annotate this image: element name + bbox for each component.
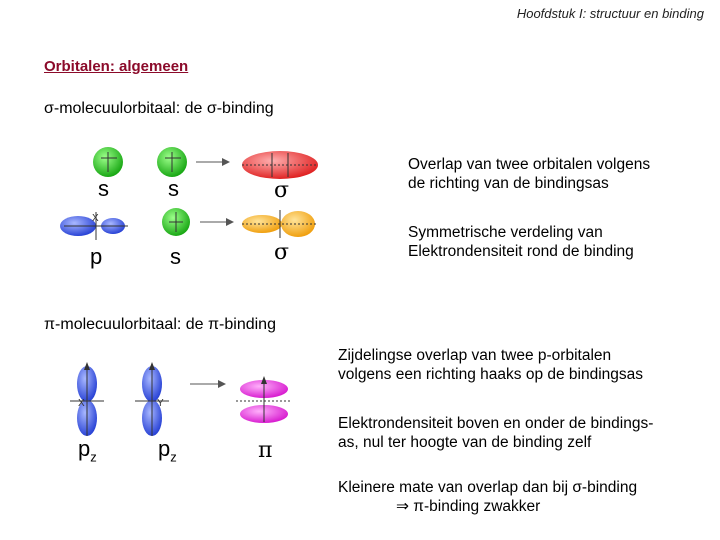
label-pz-1 xyxy=(78,436,97,464)
s-orbital-3 xyxy=(162,208,190,236)
pi-heading: π-molecuulorbitaal: de π-binding xyxy=(44,316,276,333)
sigma-desc-2-line-2: Elektrondensiteit rond de binding xyxy=(408,243,634,260)
label-pz-1-main: p xyxy=(78,436,91,461)
sigma-desc-1 xyxy=(408,155,650,193)
section-title: Orbitalen: algemeen xyxy=(44,58,189,75)
pi-conclusion xyxy=(338,478,637,516)
pi-desc-1 xyxy=(338,346,643,384)
sigma-heading: σ-molecuulorbitaal: de σ-binding xyxy=(44,100,274,117)
s-orbital-2 xyxy=(157,147,187,177)
label-pz-2-sub: z xyxy=(170,449,177,465)
pi-axis-x-label: X xyxy=(78,398,85,409)
pi-desc-1-line-2: volgens een richting haaks op de bindingsas xyxy=(338,366,644,383)
sigma-desc-2 xyxy=(408,223,634,261)
label-sigma-1: σ xyxy=(274,178,290,203)
label-pz-2 xyxy=(158,436,177,464)
label-s-3: s xyxy=(170,244,181,269)
axis-x-label-row2: X xyxy=(92,213,99,224)
pz-orbital-2 xyxy=(135,362,169,436)
s-orbital-1 xyxy=(93,147,123,177)
reaction-arrow-1 xyxy=(196,158,230,166)
label-sigma-2: σ xyxy=(274,240,290,265)
sigma-desc-1-line-2: de richting van de bindingsas xyxy=(408,175,609,192)
label-pz-1-sub: z xyxy=(90,449,97,465)
pi-desc-1-line-1: Zijdelingse overlap van twee p-orbitalen xyxy=(338,347,612,364)
sigma-desc-1-line-1: Overlap van twee orbitalen volgens xyxy=(408,156,651,173)
label-s-1: s xyxy=(98,176,109,201)
pi-desc-2 xyxy=(338,414,653,452)
label-pz-2-main: p xyxy=(158,436,171,461)
label-p: p xyxy=(90,244,103,269)
pi-axis-y-label: Y xyxy=(157,398,164,409)
sigma-orbital-1 xyxy=(242,151,318,179)
chapter-header: Hoofdstuk I: structuur en binding xyxy=(516,6,704,21)
reaction-arrow-3 xyxy=(190,380,226,388)
reaction-arrow-2 xyxy=(200,218,234,226)
pi-conclusion-line-1: Kleinere mate van overlap dan bij σ-binding xyxy=(338,479,638,496)
pi-desc-2-line-2: as, nul ter hoogte van de binding zelf xyxy=(338,434,592,451)
label-pi: π xyxy=(258,438,273,463)
sigma-orbital-2 xyxy=(242,210,318,238)
pi-desc-2-line-1: Elektrondensiteit boven en onder de bindings- xyxy=(338,415,654,432)
sigma-desc-2-line-1: Symmetrische verdeling van xyxy=(408,224,603,241)
pi-orbital xyxy=(236,376,292,423)
pi-conclusion-line-2: ⇒ π-binding zwakker xyxy=(396,498,541,515)
pz-orbital-1 xyxy=(70,362,104,436)
label-s-2: s xyxy=(168,176,179,201)
